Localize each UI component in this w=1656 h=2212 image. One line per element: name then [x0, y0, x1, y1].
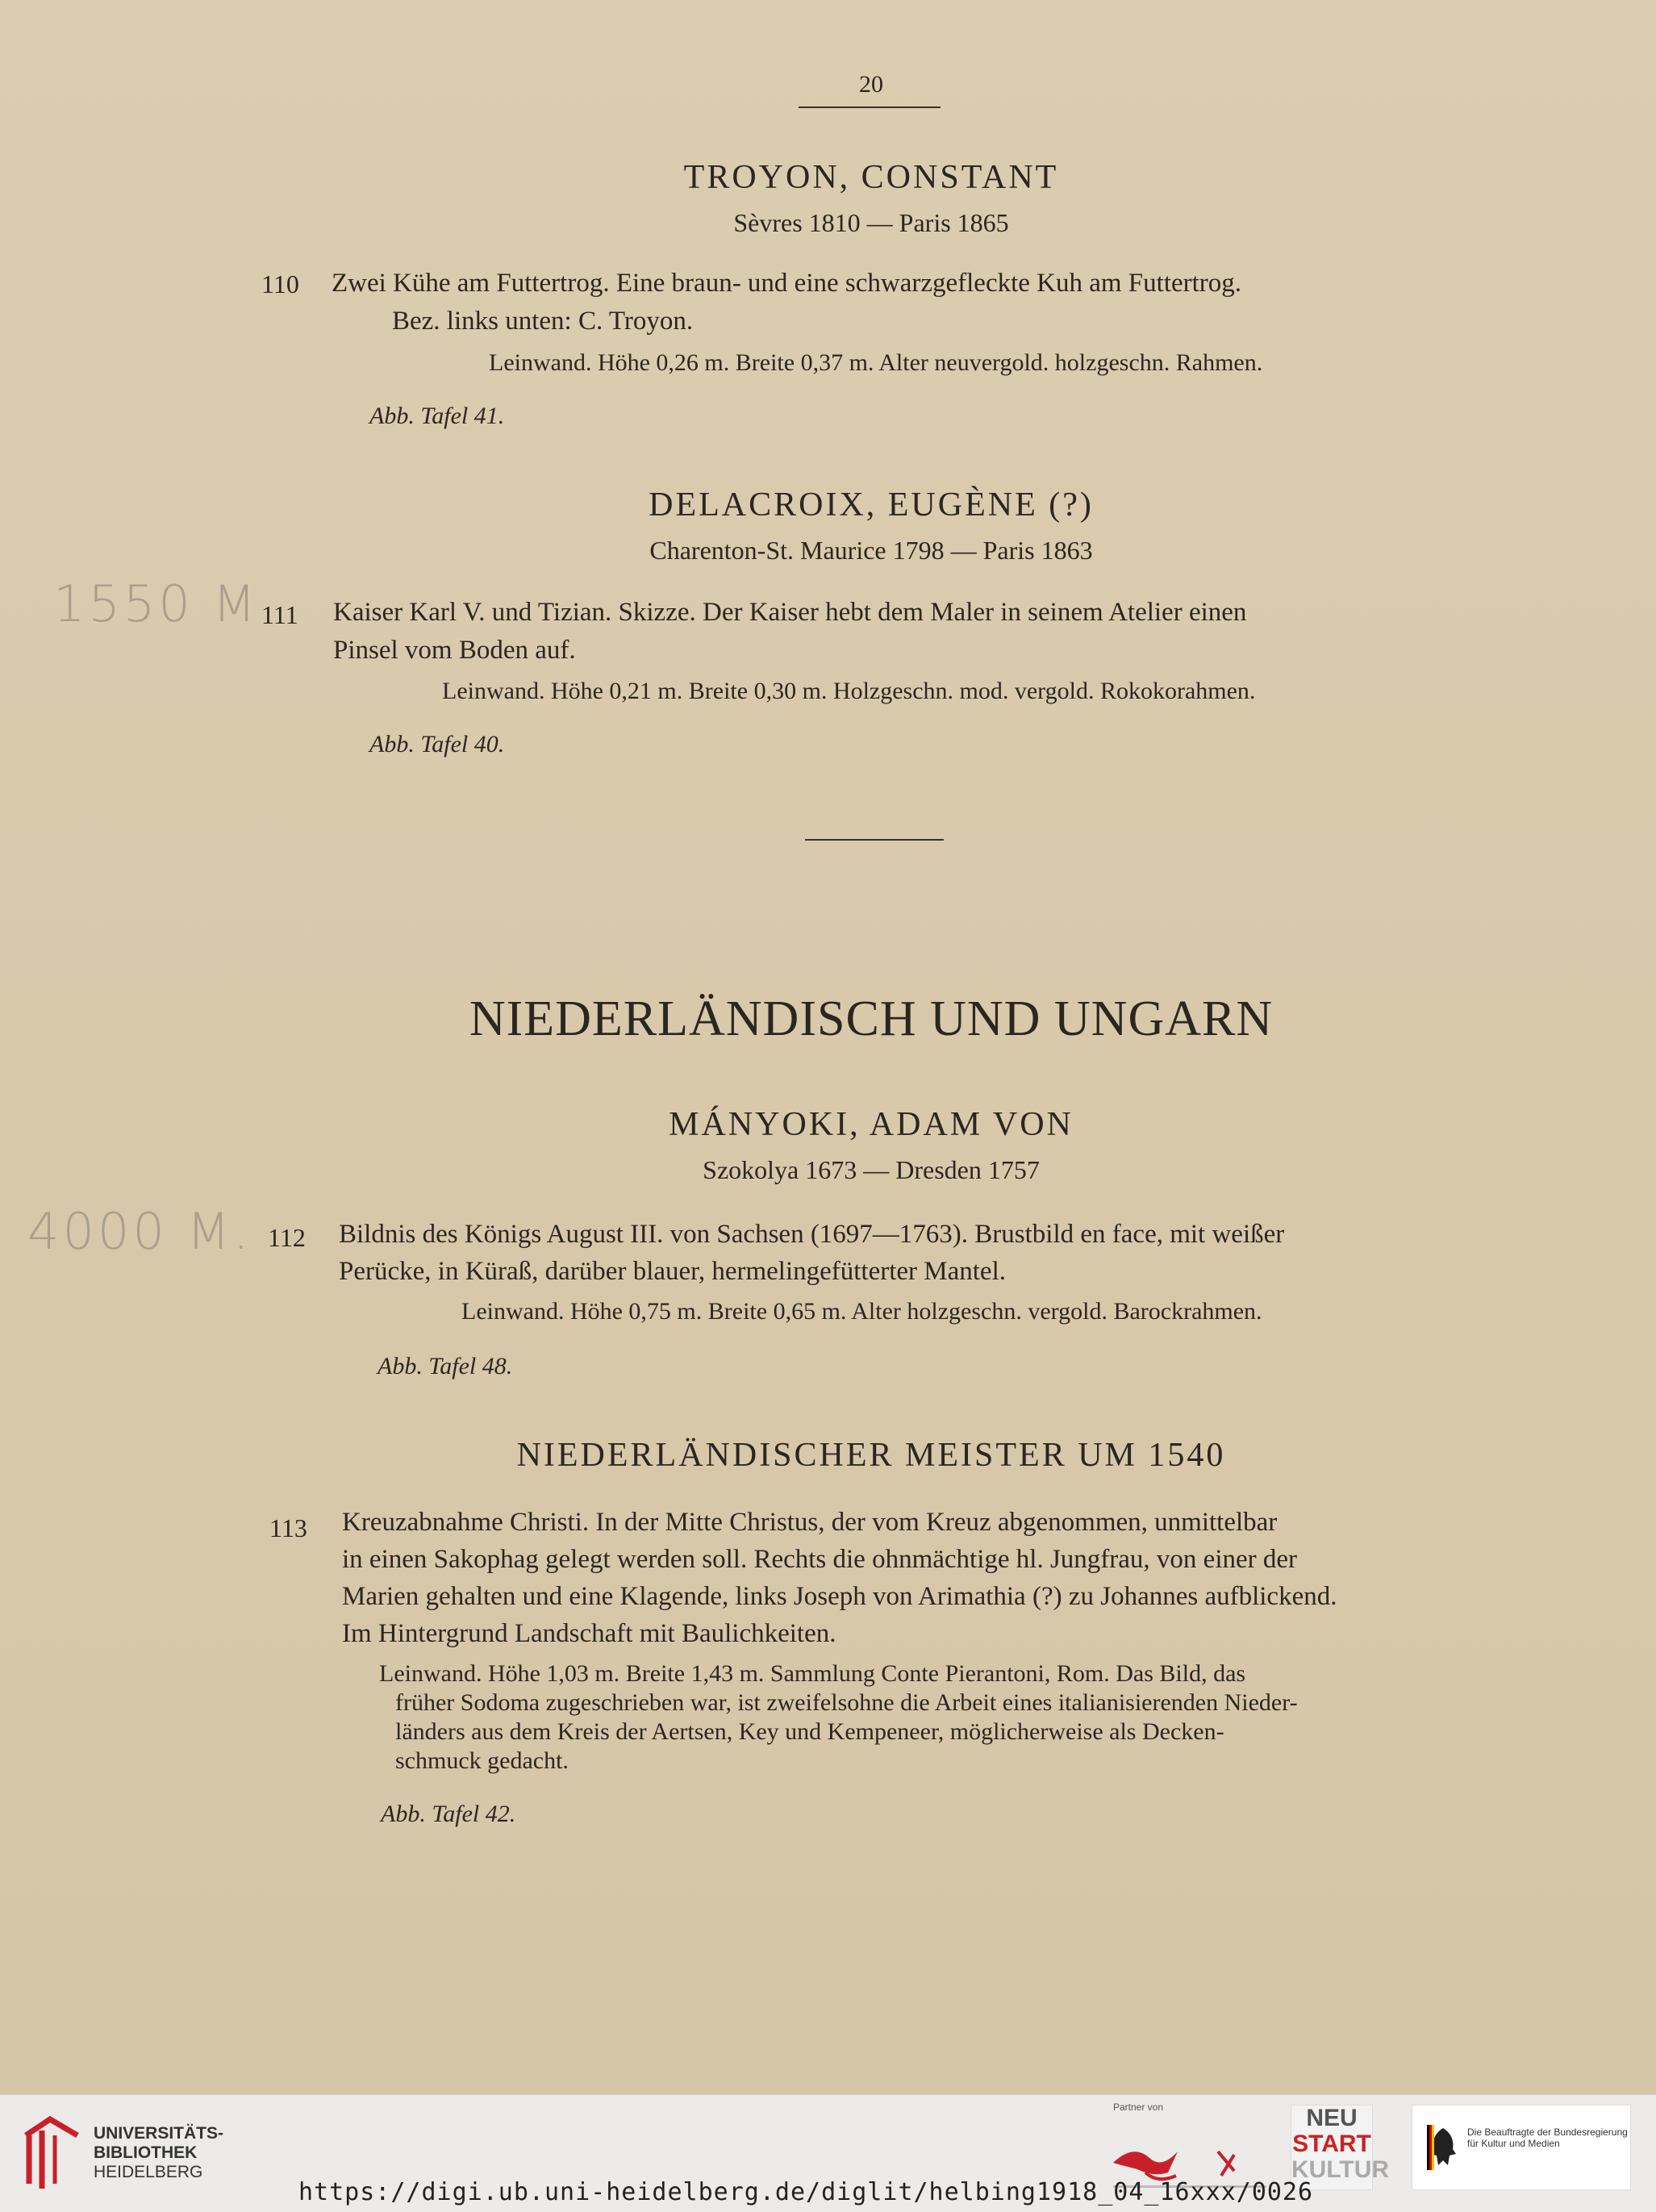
entry-113-line-2: in einen Sakophag gelegt werden soll. Rechts die ohnmächtige hl. Jungfrau, von einer der: [342, 1545, 1298, 1574]
section-divider: [805, 839, 944, 841]
entry-number-111: 111: [261, 600, 298, 629]
section-title: NIEDERLÄNDISCH UND UNGARN: [469, 991, 1274, 1046]
neustart-word-1: NEU: [1306, 2105, 1358, 2131]
entry-110-title: Zwei Kühe am Futtertrog. Eine braun- und eine schwarzgefleckte Kuh am Futtertrog.: [332, 269, 1242, 298]
partner-label: Partner von: [1113, 2101, 1164, 2113]
library-name-line-3: HEIDELBERG: [94, 2163, 203, 2181]
university-library-name[interactable]: [94, 2124, 223, 2182]
federal-government-culture-logo[interactable]: [1412, 2105, 1631, 2190]
entry-113-line-3: Marien gehalten und eine Klagende, links Joseph von Arimathia (?) zu Johannes aufblickend.: [342, 1582, 1337, 1611]
entry-number-113: 113: [269, 1513, 307, 1542]
entry-111-title: Kaiser Karl V. und Tizian. Skizze. Der Kaiser hebt dem Maler in seinem Atelier einen: [333, 598, 1247, 627]
artist-heading-troyon: TROYON, CONSTANT: [683, 159, 1059, 196]
page-number-rule: [799, 106, 941, 108]
entry-112-continuation: Perücke, in Küraß, darüber blauer, hermelingefütterter Mantel.: [339, 1257, 1006, 1286]
artist-dates-troyon: Sèvres 1810 — Paris 1865: [733, 208, 1009, 237]
entry-113-note-line-1: Leinwand. Höhe 1,03 m. Breite 1,43 m. Sammlung Conte Pierantoni, Rom. Das Bild, das: [379, 1660, 1246, 1687]
entry-111-plate: Abb. Tafel 40.: [369, 731, 505, 758]
federal-government-culture-text: [1467, 2126, 1628, 2149]
artist-heading-manyoki: MÁNYOKI, ADAM VON: [669, 1106, 1074, 1143]
entry-111-continuation: Pinsel vom Boden auf.: [333, 636, 576, 665]
entry-113-line-4: Im Hintergrund Landschaft mit Baulichkeiten.: [342, 1619, 836, 1648]
entry-111-meta: Leinwand. Höhe 0,21 m. Breite 0,30 m. Holzgeschn. mod. vergold. Rokokorahmen.: [442, 678, 1256, 704]
margin-price-note-112: 4000 M.: [27, 1202, 252, 1261]
entry-110-plate: Abb. Tafel 41.: [369, 403, 505, 429]
bund-text-line-1: Die Beauftragte der Bundesregierung: [1467, 2126, 1628, 2138]
entry-number-110: 110: [261, 269, 299, 298]
entry-113-note-line-3: länders aus dem Kreis der Aertsen, Key und Kempeneer, möglicherweise als Decken-: [395, 1718, 1224, 1745]
document-url-link[interactable]: https://digi.ub.uni-heidelberg.de/diglit/helbing1918_04_16xxx/0026: [298, 2178, 1314, 2206]
neustart-word-3: KULTUR: [1291, 2156, 1390, 2183]
library-name-line-2: BIBLIOTHEK: [94, 2143, 198, 2162]
artist-dates-delacroix: Charenton-St. Maurice 1798 — Paris 1863: [649, 536, 1093, 565]
library-name-line-1: UNIVERSITÄTS-: [94, 2124, 224, 2143]
artist-dates-manyoki: Szokolya 1673 — Dresden 1757: [703, 1155, 1040, 1184]
artist-heading-delacroix: DELACROIX, EUGÈNE (?): [649, 486, 1094, 524]
federal-eagle-icon: [1427, 2125, 1459, 2170]
entry-113-note-line-4: schmuck gedacht.: [395, 1747, 569, 1774]
entry-113-plate: Abb. Tafel 42.: [381, 1801, 516, 1827]
bund-text-line-2: für Kultur und Medien: [1467, 2138, 1560, 2149]
neustart-word-2: START: [1292, 2131, 1371, 2157]
page-number: 20: [859, 71, 883, 98]
entry-110-signature: Bez. links unten: C. Troyon.: [392, 307, 694, 336]
entry-113-line-1: Kreuzabnahme Christi. In der Mitte Christus, der vom Kreuz abgenommen, unmittelbar: [342, 1508, 1278, 1537]
entry-number-112: 112: [268, 1223, 306, 1252]
entry-113-note-line-2: früher Sodoma zugeschrieben war, ist zweifelsohne die Arbeit eines italianisierenden Nieder-: [395, 1689, 1298, 1716]
entry-110-meta: Leinwand. Höhe 0,26 m. Breite 0,37 m. Alter neuvergold. holzgeschn. Rahmen.: [489, 349, 1263, 376]
entry-112-meta: Leinwand. Höhe 0,75 m. Breite 0,65 m. Alter holzgeschn. vergold. Barockrahmen.: [461, 1298, 1262, 1325]
entry-112-title: Bildnis des Königs August III. von Sachsen (1697—1763). Brustbild en face, mit weißer: [339, 1220, 1285, 1249]
artist-heading-niederlaendischer-meister: NIEDERLÄNDISCHER MEISTER UM 1540: [516, 1437, 1226, 1474]
entry-112-plate: Abb. Tafel 48.: [378, 1353, 513, 1379]
university-library-logo-icon[interactable]: [18, 2111, 86, 2192]
margin-price-note-111: 1550 M: [53, 574, 259, 633]
